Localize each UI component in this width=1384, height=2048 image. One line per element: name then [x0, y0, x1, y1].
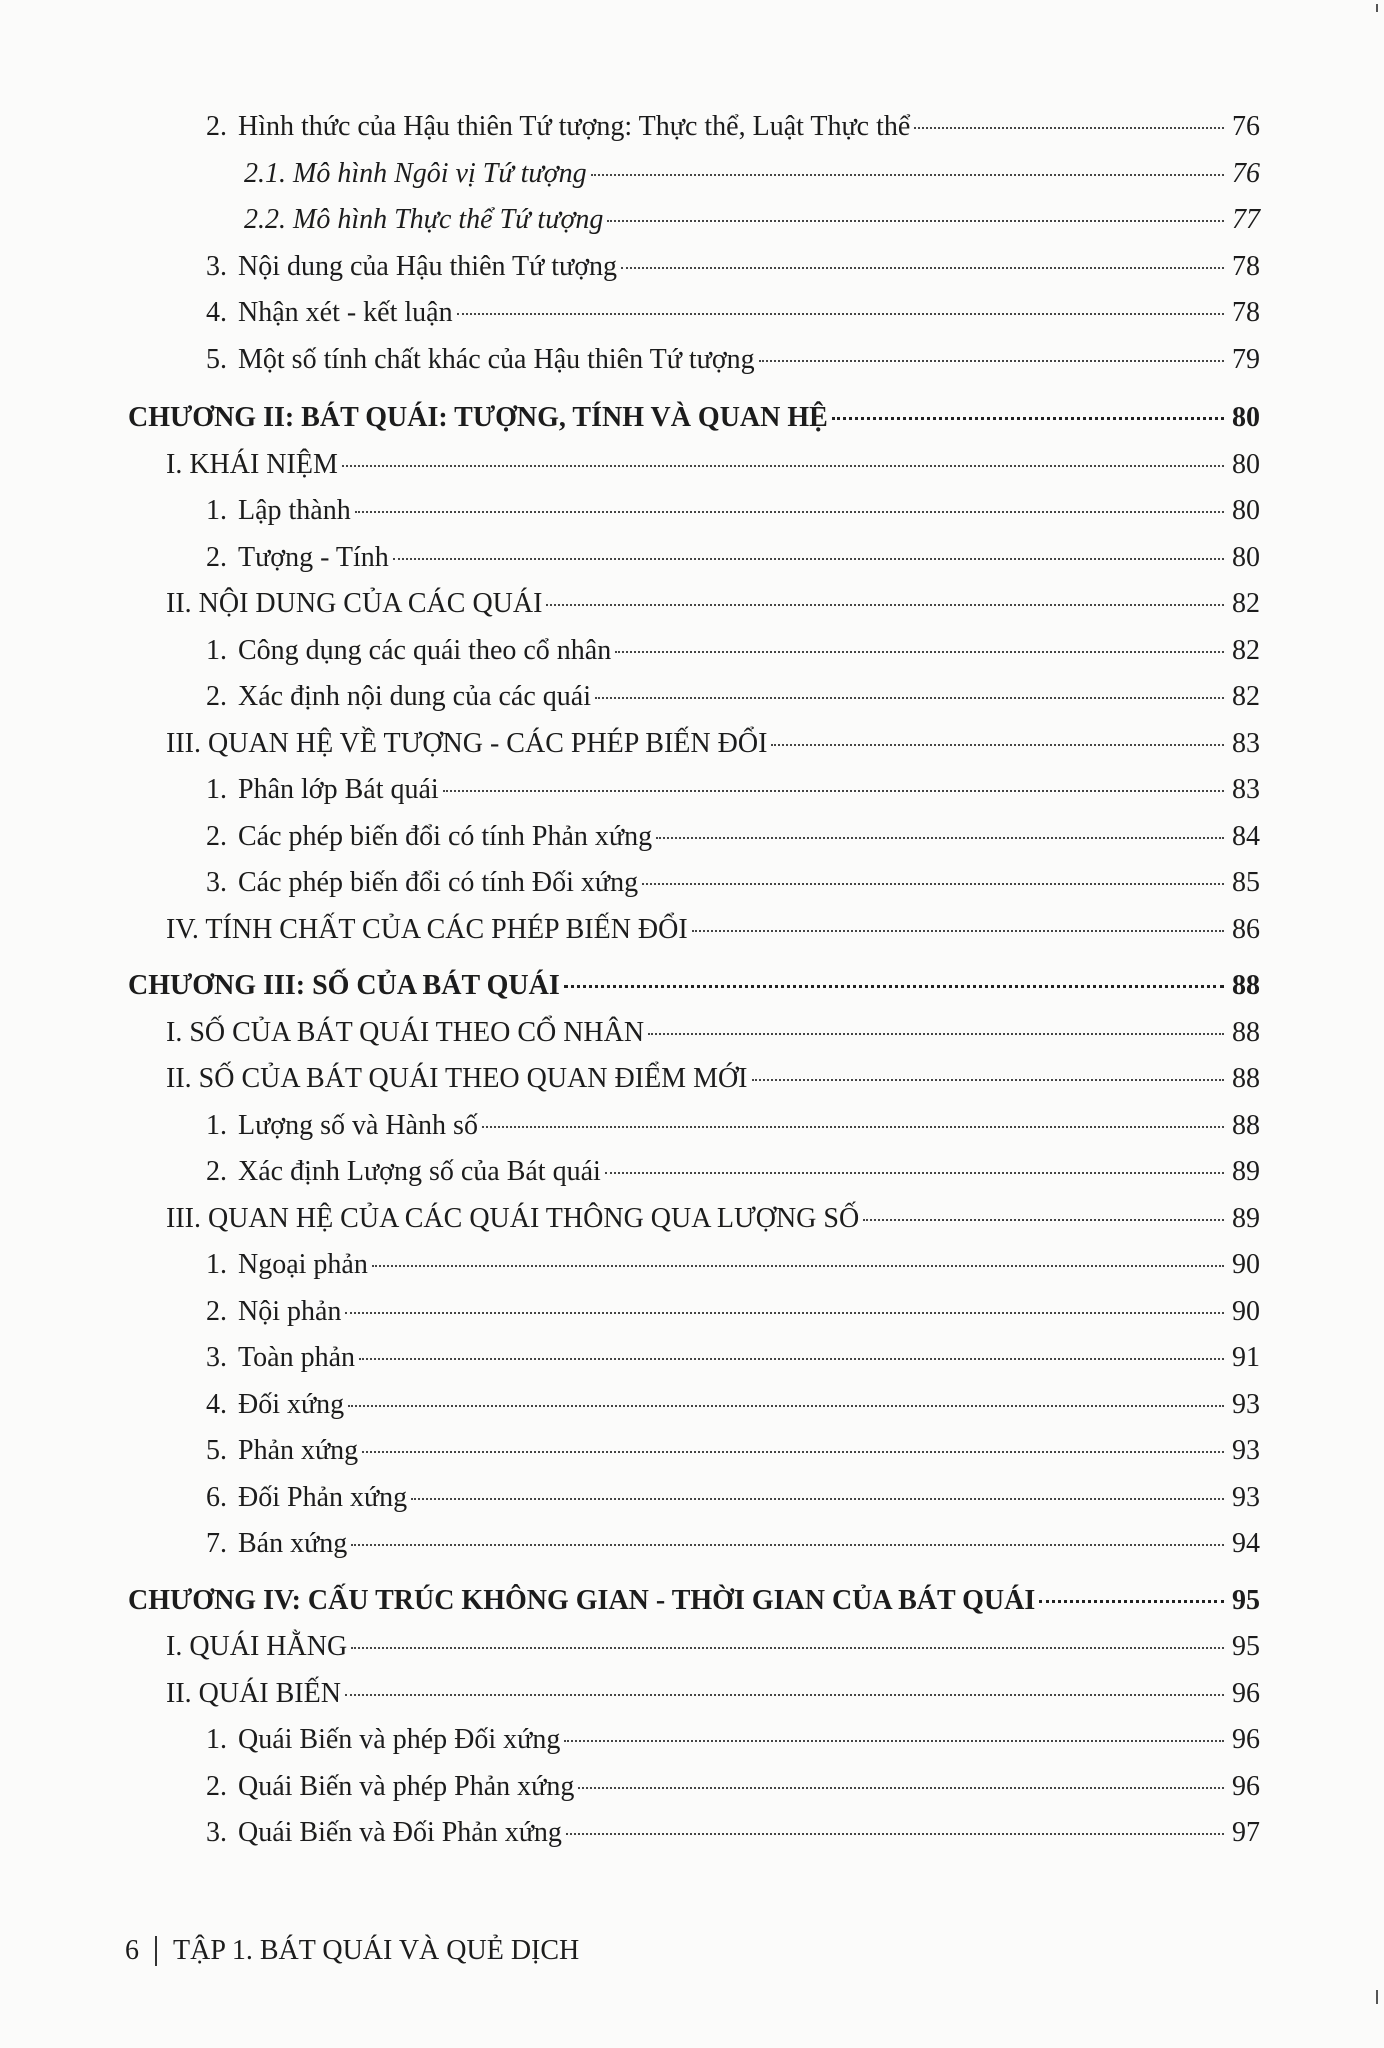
toc-entry-number: 2.	[206, 1295, 227, 1327]
dot-leader	[771, 743, 1224, 746]
toc-entry-page: 79	[1232, 343, 1260, 375]
toc-entry-number: 3.	[206, 250, 227, 282]
toc-entry-number: 3.	[206, 1342, 227, 1373]
dot-leader	[564, 984, 1224, 988]
toc-entry-number: 2.	[206, 111, 227, 142]
dot-leader	[605, 1171, 1224, 1174]
toc-entry-page: 89	[1232, 1202, 1260, 1234]
page-number: 6	[125, 1935, 139, 1966]
toc-entry-page: 83	[1232, 774, 1260, 805]
toc-chapter-entry	[128, 963, 1260, 1010]
toc-entry-title: II. SỐ CỦA BÁT QUÁI THEO QUAN ĐIỂM MỚI	[166, 1063, 748, 1094]
toc-entry-title: Phản xứng	[238, 1435, 359, 1466]
toc-entry-title: CHƯƠNG III: SỐ CỦA BÁT QUÁI	[128, 970, 560, 1001]
toc-entry	[128, 1056, 1260, 1103]
toc-entry	[128, 151, 1260, 198]
toc-entry-title: I. QUÁI HẰNG	[166, 1631, 348, 1662]
toc-entry	[128, 1289, 1260, 1336]
toc-entry	[128, 581, 1260, 628]
toc-entry-title: 2.2. Mô hình Thực thể Tứ tượng	[244, 204, 604, 235]
toc-entry-number: 3.	[206, 1817, 227, 1848]
toc-entry-title: Đối Phản xứng	[238, 1481, 408, 1513]
toc-entry-number: 5.	[206, 1435, 227, 1466]
dot-leader	[759, 359, 1224, 362]
toc-entry	[128, 628, 1260, 675]
toc-entry-page: 80	[1232, 402, 1260, 433]
dot-leader	[692, 929, 1224, 932]
toc-entry	[128, 1764, 1260, 1811]
dot-leader	[595, 696, 1224, 699]
dot-leader	[621, 266, 1224, 269]
toc-entry-title: Ngoại phản	[238, 1249, 368, 1280]
toc-entry-page: 89	[1232, 1156, 1260, 1187]
toc-chapter-entry	[128, 395, 1260, 442]
dot-leader	[348, 1404, 1224, 1407]
dot-leader	[372, 1264, 1224, 1267]
toc-entry	[128, 721, 1260, 768]
toc-entry-page: 97	[1232, 1817, 1260, 1848]
toc-entry-title: Xác định Lượng số của Bát quái	[238, 1156, 601, 1187]
toc-entry-page: 95	[1232, 1584, 1260, 1616]
dot-leader	[351, 1646, 1224, 1649]
toc-entry-page: 85	[1232, 867, 1260, 898]
toc-entry-page: 90	[1232, 1249, 1260, 1280]
toc-entry-page: 96	[1232, 1677, 1260, 1709]
toc-entry	[128, 1149, 1260, 1196]
toc-entry	[128, 1671, 1260, 1718]
toc-entry-number: 1.	[206, 634, 227, 666]
toc-entry	[128, 442, 1260, 489]
toc-entry-number: 6.	[206, 1481, 227, 1513]
toc-entry-number: 2.	[206, 1770, 227, 1802]
toc-entry	[128, 907, 1260, 954]
table-of-contents	[128, 104, 1260, 1857]
toc-entry	[128, 1382, 1260, 1429]
dot-leader	[863, 1218, 1224, 1221]
dot-leader	[362, 1450, 1224, 1453]
dot-leader	[564, 1739, 1224, 1742]
dot-leader	[752, 1078, 1224, 1081]
toc-entry-title: II. NỘI DUNG CỦA CÁC QUÁI	[166, 588, 543, 619]
toc-entry-page: 80	[1232, 541, 1260, 573]
toc-entry-number: 2.	[206, 1156, 227, 1187]
toc-entry-page: 76	[1232, 111, 1260, 142]
toc-entry	[128, 1717, 1260, 1764]
toc-entry-title: Quái Biến và phép Đối xứng	[238, 1724, 561, 1755]
toc-entry-title: I. KHÁI NIỆM	[166, 448, 338, 480]
toc-entry	[128, 244, 1260, 291]
dot-leader	[591, 173, 1224, 176]
dot-leader	[578, 1786, 1224, 1789]
toc-entry-title: Quái Biến và Đối Phản xứng	[238, 1817, 562, 1848]
toc-entry-title: CHƯƠNG IV: CẤU TRÚC KHÔNG GIAN - THỜI GIAN CỦA BÁT QUÁI	[128, 1584, 1036, 1616]
toc-entry-page: 78	[1232, 297, 1260, 328]
toc-entry-number: 4.	[206, 297, 227, 328]
dot-leader	[345, 1311, 1224, 1314]
toc-entry	[128, 767, 1260, 814]
toc-entry-title: Toàn phản	[238, 1342, 356, 1373]
toc-entry-title: Lập thành	[238, 495, 351, 526]
running-title: TẬP 1. BÁT QUÁI VÀ QUẺ DỊCH	[173, 1935, 580, 1966]
toc-entry-title: II. QUÁI BIẾN	[166, 1677, 341, 1709]
toc-entry-number: 1.	[206, 1249, 227, 1280]
toc-entry-page: 88	[1232, 1063, 1260, 1094]
dot-leader	[546, 603, 1224, 606]
toc-entry-title: I. SỐ CỦA BÁT QUÁI THEO CỔ NHÂN	[166, 1016, 645, 1048]
toc-entry	[128, 674, 1260, 721]
toc-entry	[128, 1010, 1260, 1057]
toc-entry-title: Nhận xét - kết luận	[238, 297, 453, 328]
toc-entry	[128, 1335, 1260, 1382]
dot-leader	[1039, 1599, 1224, 1603]
toc-entry-page: 90	[1232, 1295, 1260, 1327]
toc-entry-title: III. QUAN HỆ CỦA CÁC QUÁI THÔNG QUA LƯỢNG SỐ	[166, 1202, 860, 1234]
toc-entry	[128, 535, 1260, 582]
toc-entry-page: 93	[1232, 1481, 1260, 1513]
toc-entry	[128, 1242, 1260, 1289]
toc-entry	[128, 1428, 1260, 1475]
toc-entry-page: 93	[1232, 1435, 1260, 1466]
toc-entry-title: Quái Biến và phép Phản xứng	[238, 1770, 575, 1802]
toc-entry-number: 1.	[206, 1724, 227, 1755]
toc-entry-number: 3.	[206, 867, 227, 898]
toc-entry-page: 80	[1232, 448, 1260, 480]
toc-entry-title: Nội dung của Hậu thiên Tứ tượng	[238, 250, 618, 282]
dot-leader	[642, 882, 1224, 885]
toc-entry-title: Phân lớp Bát quái	[238, 774, 439, 805]
toc-entry-page: 88	[1232, 1016, 1260, 1048]
toc-entry	[128, 290, 1260, 337]
toc-entry-number: 7.	[206, 1528, 227, 1559]
toc-entry-page: 91	[1232, 1342, 1260, 1373]
scan-edge-mark	[1376, 4, 1378, 12]
toc-entry-page: 84	[1232, 820, 1260, 852]
toc-entry-page: 86	[1232, 913, 1260, 945]
dot-leader	[351, 1543, 1224, 1546]
dot-leader	[342, 464, 1224, 467]
toc-entry-page: 88	[1232, 970, 1260, 1001]
dot-leader	[355, 510, 1224, 513]
toc-entry-number: 1.	[206, 495, 227, 526]
toc-entry-page: 78	[1232, 250, 1260, 282]
dot-leader	[607, 219, 1224, 222]
toc-entry-number: 2.	[206, 681, 227, 712]
dot-leader	[359, 1357, 1224, 1360]
toc-entry	[128, 488, 1260, 535]
dot-leader	[443, 789, 1224, 792]
dot-leader	[914, 126, 1224, 129]
dot-leader	[482, 1125, 1224, 1128]
toc-entry-number: 4.	[206, 1388, 227, 1420]
toc-entry-title: Nội phản	[238, 1295, 342, 1327]
dot-leader	[656, 836, 1224, 839]
toc-entry	[128, 860, 1260, 907]
toc-entry	[128, 104, 1260, 151]
footer-divider	[155, 1936, 157, 1966]
dot-leader	[648, 1032, 1224, 1035]
toc-entry-title: III. QUAN HỆ VỀ TƯỢNG - CÁC PHÉP BIẾN ĐỔI	[166, 727, 768, 759]
toc-entry-title: Công dụng các quái theo cổ nhân	[238, 634, 612, 666]
dot-leader	[457, 312, 1224, 315]
toc-entry	[128, 1103, 1260, 1150]
dot-leader	[393, 557, 1224, 560]
toc-entry	[128, 337, 1260, 384]
dot-leader	[345, 1693, 1224, 1696]
toc-entry-page: 80	[1232, 495, 1260, 526]
toc-entry-title: Hình thức của Hậu thiên Tứ tượng: Thực thể, Luật Thực thể	[238, 111, 911, 142]
toc-entry-page: 83	[1232, 727, 1260, 759]
toc-entry-title: 2.1. Mô hình Ngôi vị Tứ tượng	[244, 157, 587, 189]
toc-entry-title: Lượng số và Hành số	[238, 1109, 478, 1141]
toc-entry	[128, 1624, 1260, 1671]
toc-entry-page: 95	[1232, 1631, 1260, 1662]
toc-entry-title: Các phép biến đổi có tính Phản xứng	[238, 820, 653, 852]
toc-entry-page: 82	[1232, 681, 1260, 712]
toc-entry-page: 82	[1232, 634, 1260, 666]
toc-entry	[128, 814, 1260, 861]
toc-entry-title: Xác định nội dung của các quái	[238, 681, 591, 712]
page-footer	[125, 1935, 579, 1967]
dot-leader	[411, 1497, 1224, 1500]
toc-chapter-entry	[128, 1578, 1260, 1625]
toc-entry	[128, 1475, 1260, 1522]
toc-entry-number: 2.	[206, 820, 227, 852]
toc-entry-title: CHƯƠNG II: BÁT QUÁI: TƯỢNG, TÍNH VÀ QUAN HỆ	[128, 402, 828, 433]
toc-entry-title: Tượng - Tính	[238, 541, 389, 573]
toc-entry-page: 88	[1232, 1109, 1260, 1141]
toc-entry-title: Đối xứng	[238, 1388, 345, 1420]
toc-entry-page: 93	[1232, 1388, 1260, 1420]
toc-entry-title: Các phép biến đổi có tính Đối xứng	[238, 867, 639, 898]
toc-entry	[128, 197, 1260, 244]
dot-leader	[566, 1832, 1224, 1835]
toc-entry	[128, 1196, 1260, 1243]
toc-entry-number: 2.	[206, 541, 227, 573]
toc-entry-page: 94	[1232, 1528, 1260, 1559]
toc-entry-page: 77	[1232, 204, 1260, 235]
toc-entry	[128, 1521, 1260, 1568]
toc-entry-page: 96	[1232, 1724, 1260, 1755]
dot-leader	[832, 416, 1224, 420]
scan-edge-mark	[1376, 1990, 1378, 2004]
toc-entry-title: IV. TÍNH CHẤT CỦA CÁC PHÉP BIẾN ĐỔI	[166, 913, 688, 945]
dot-leader	[615, 650, 1224, 653]
toc-entry-title: Bán xứng	[238, 1528, 348, 1559]
toc-entry	[128, 1810, 1260, 1857]
toc-entry-number: 5.	[206, 343, 227, 375]
toc-entry-page: 76	[1232, 157, 1260, 189]
toc-entry-title: Một số tính chất khác của Hậu thiên Tứ tượng	[238, 343, 755, 375]
toc-entry-page: 96	[1232, 1770, 1260, 1802]
toc-entry-page: 82	[1232, 588, 1260, 619]
toc-entry-number: 1.	[206, 1109, 227, 1141]
toc-entry-number: 1.	[206, 774, 227, 805]
